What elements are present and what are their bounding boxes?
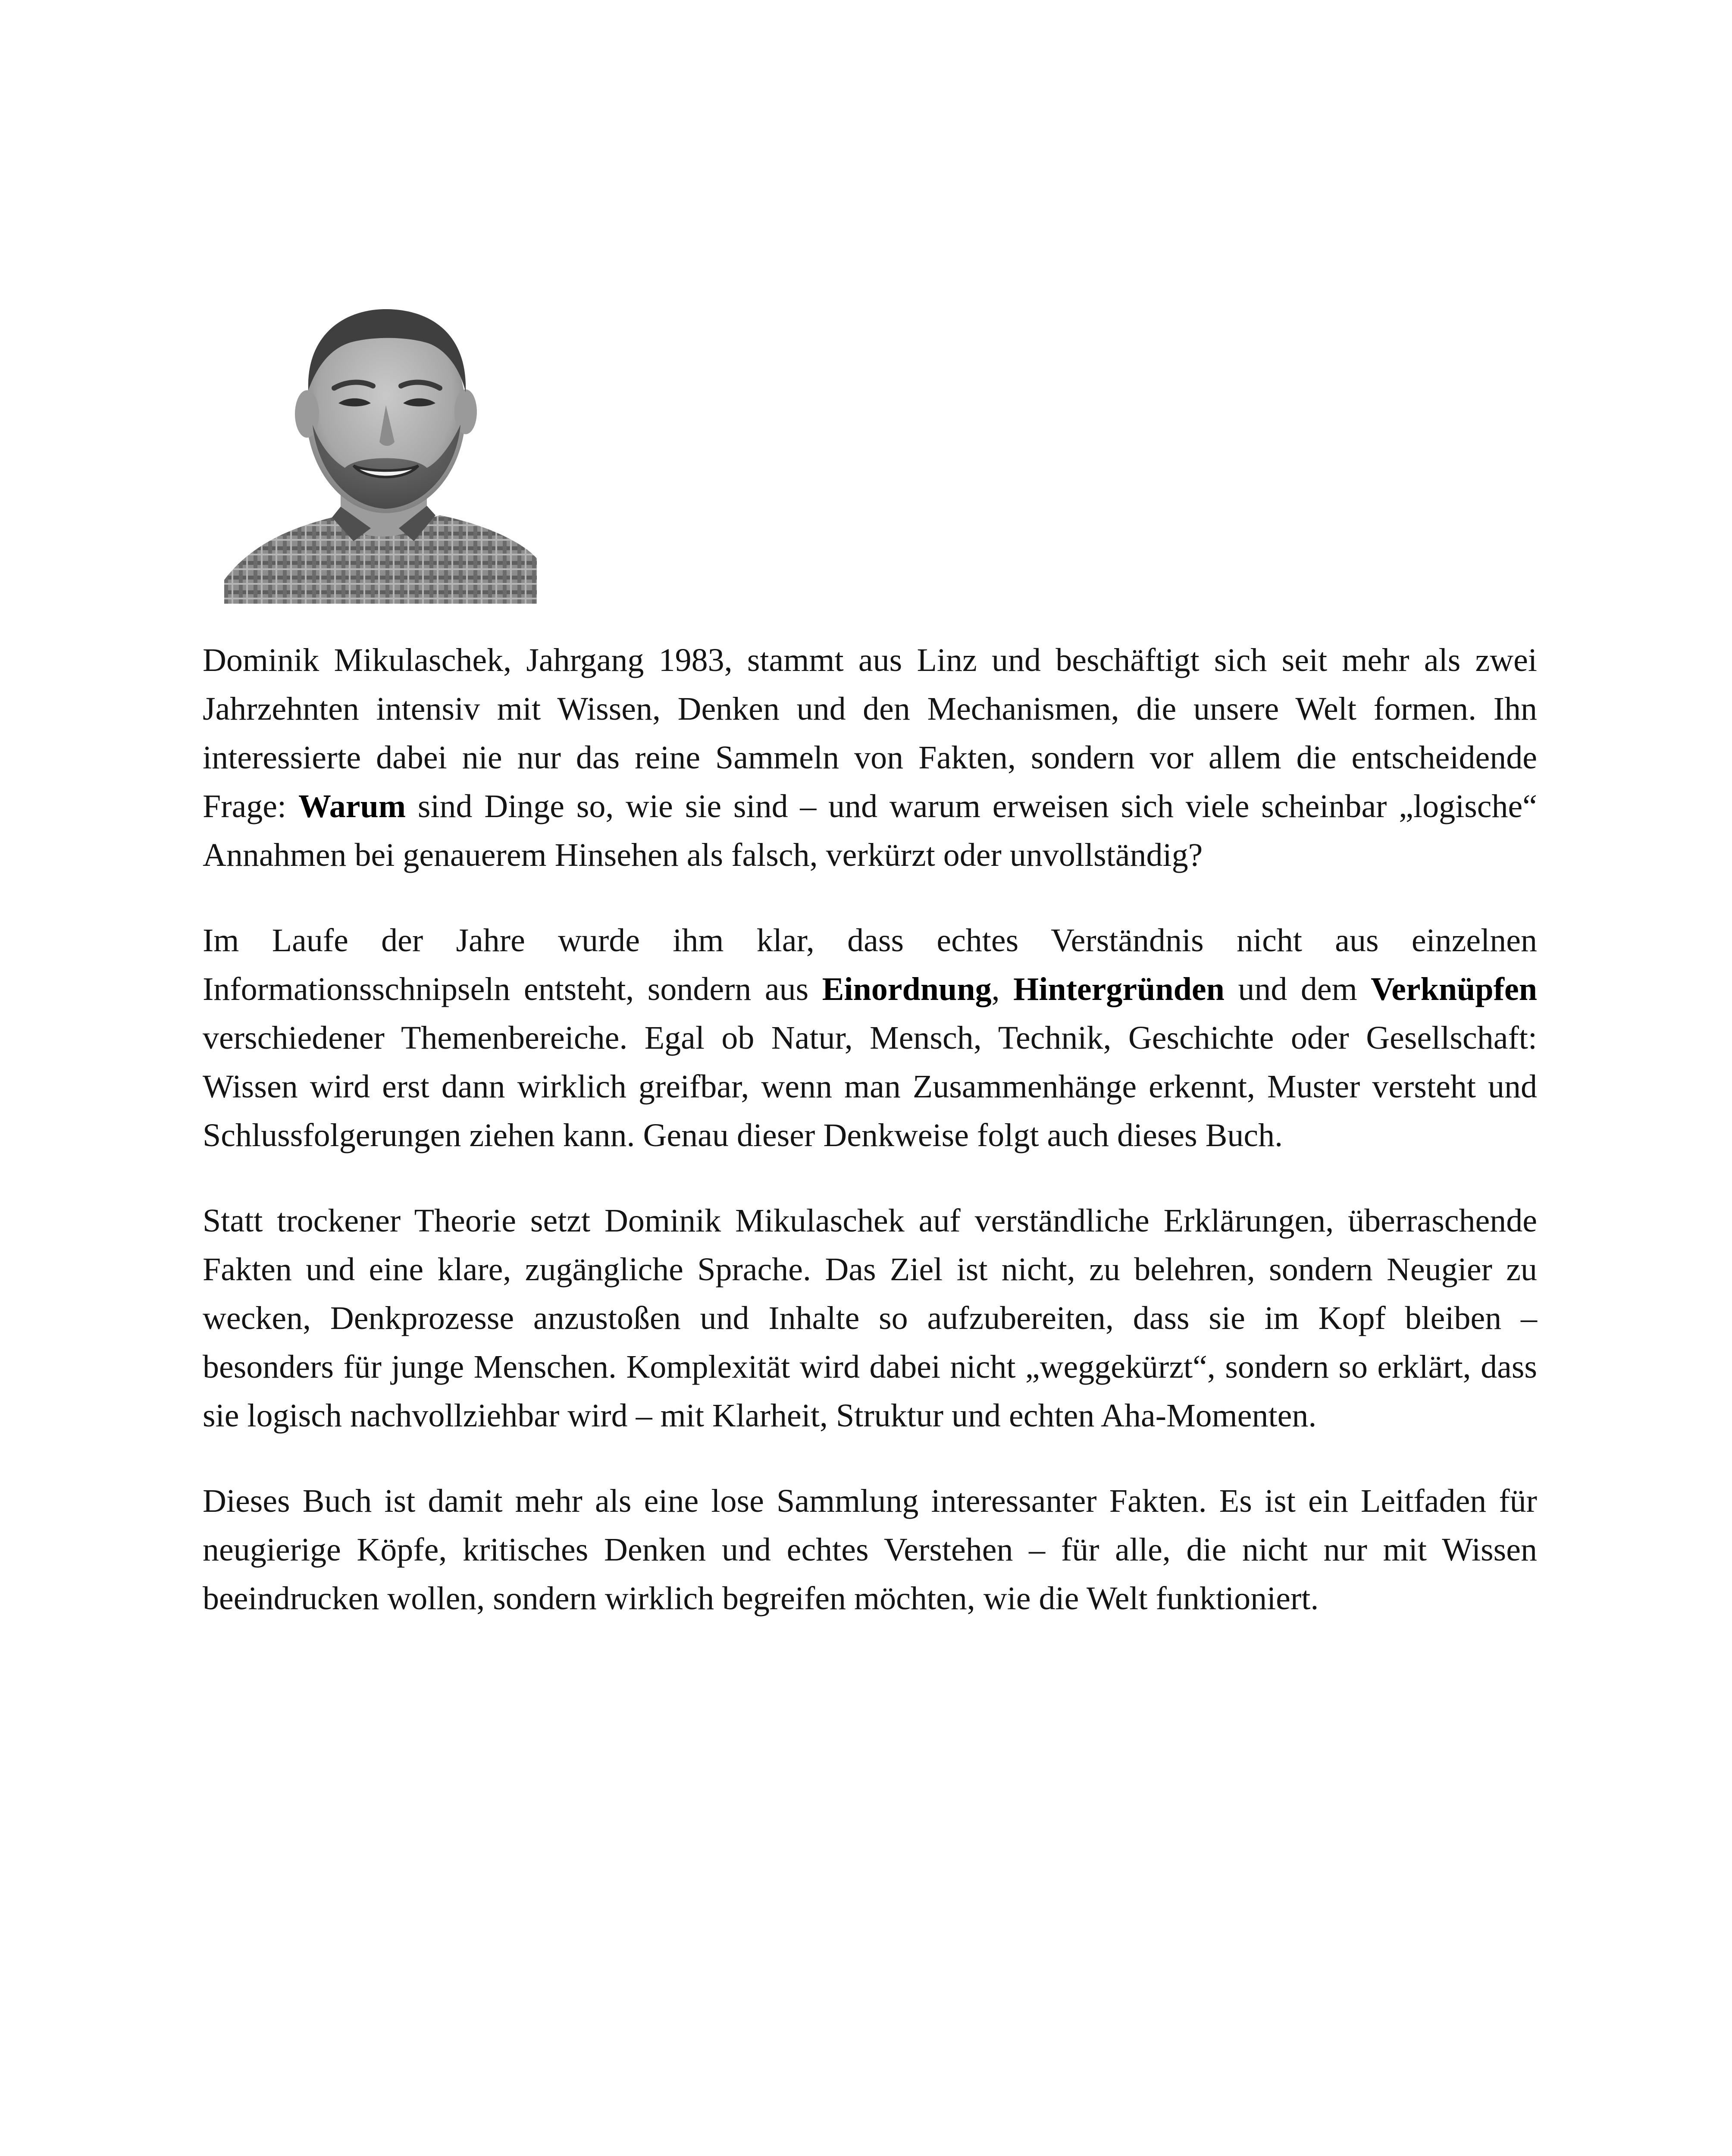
bio-paragraph-3: Statt trockener Theorie setzt Dominik Mikulaschek auf verständliche Erklärungen, überraschende Fakten und eine klare, zugängliche Sprache. Das Ziel ist nicht, zu belehren, sondern Neugier zu wecken, Denkprozesse anzustoßen und Inhalte so aufzubereiten, dass sie im Kopf bleiben – besonders für junge Menschen. Komplexität wird dabei nicht „weggekürzt“, sondern so erklärt, dass sie logisch nachvollziehbar wird – mit Klarheit, Struktur und echten Aha-Momenten.	[203, 1203, 1537, 1434]
author-portrait-icon	[224, 282, 537, 604]
author-bio	[203, 636, 1537, 1660]
bio-paragraph-4: Dieses Buch ist damit mehr als eine lose Sammlung interessanter Fakten. Es ist ein Leitfaden für neugierige Köpfe, kritisches Denken und echtes Verstehen – für alle, die nicht nur mit Wissen beeindrucken wollen, sondern wirklich begreifen möchten, wie die Welt funktioniert.	[203, 1483, 1537, 1617]
bold-hintergruenden: Hintergründen	[1013, 971, 1225, 1007]
author-portrait	[224, 282, 537, 604]
bio-paragraph-2: Im Laufe der Jahre wurde ihm klar, dass echtes Verständnis nicht aus einzelnen Informationsschnipseln entsteht, sondern aus Einordnung, Hintergründen und dem Verknüpfen verschiedener Themenbereiche. Egal ob Natur, Mensch, Technik, Geschichte oder Gesellschaft: Wissen wird erst dann wirklich greifbar, wenn man Zusammenhänge erkennt, Muster versteht und Schlussfolgerungen ziehen kann. Genau dieser Denkweise folgt auch dieses Buch.	[203, 922, 1537, 1153]
bold-verknuepfen: Verknüpfen	[1371, 971, 1537, 1007]
bio-paragraph-1: Dominik Mikulaschek, Jahrgang 1983, stammt aus Linz und beschäftigt sich seit mehr als zwei Jahrzehnten intensiv mit Wissen, Denken und den Mechanismen, die unsere Welt formen. Ihn interessierte dabei nie nur das reine Sammeln von Fakten, sondern vor allem die entscheidende Frage: Warum sind Dinge so, wie sie sind – und warum erweisen sich viele scheinbar „logische“ Annahmen bei genauerem Hinsehen als falsch, verkürzt oder unvollständig?	[203, 642, 1537, 873]
bold-warum: Warum	[298, 788, 406, 824]
bold-einordnung: Einordnung	[822, 971, 992, 1007]
